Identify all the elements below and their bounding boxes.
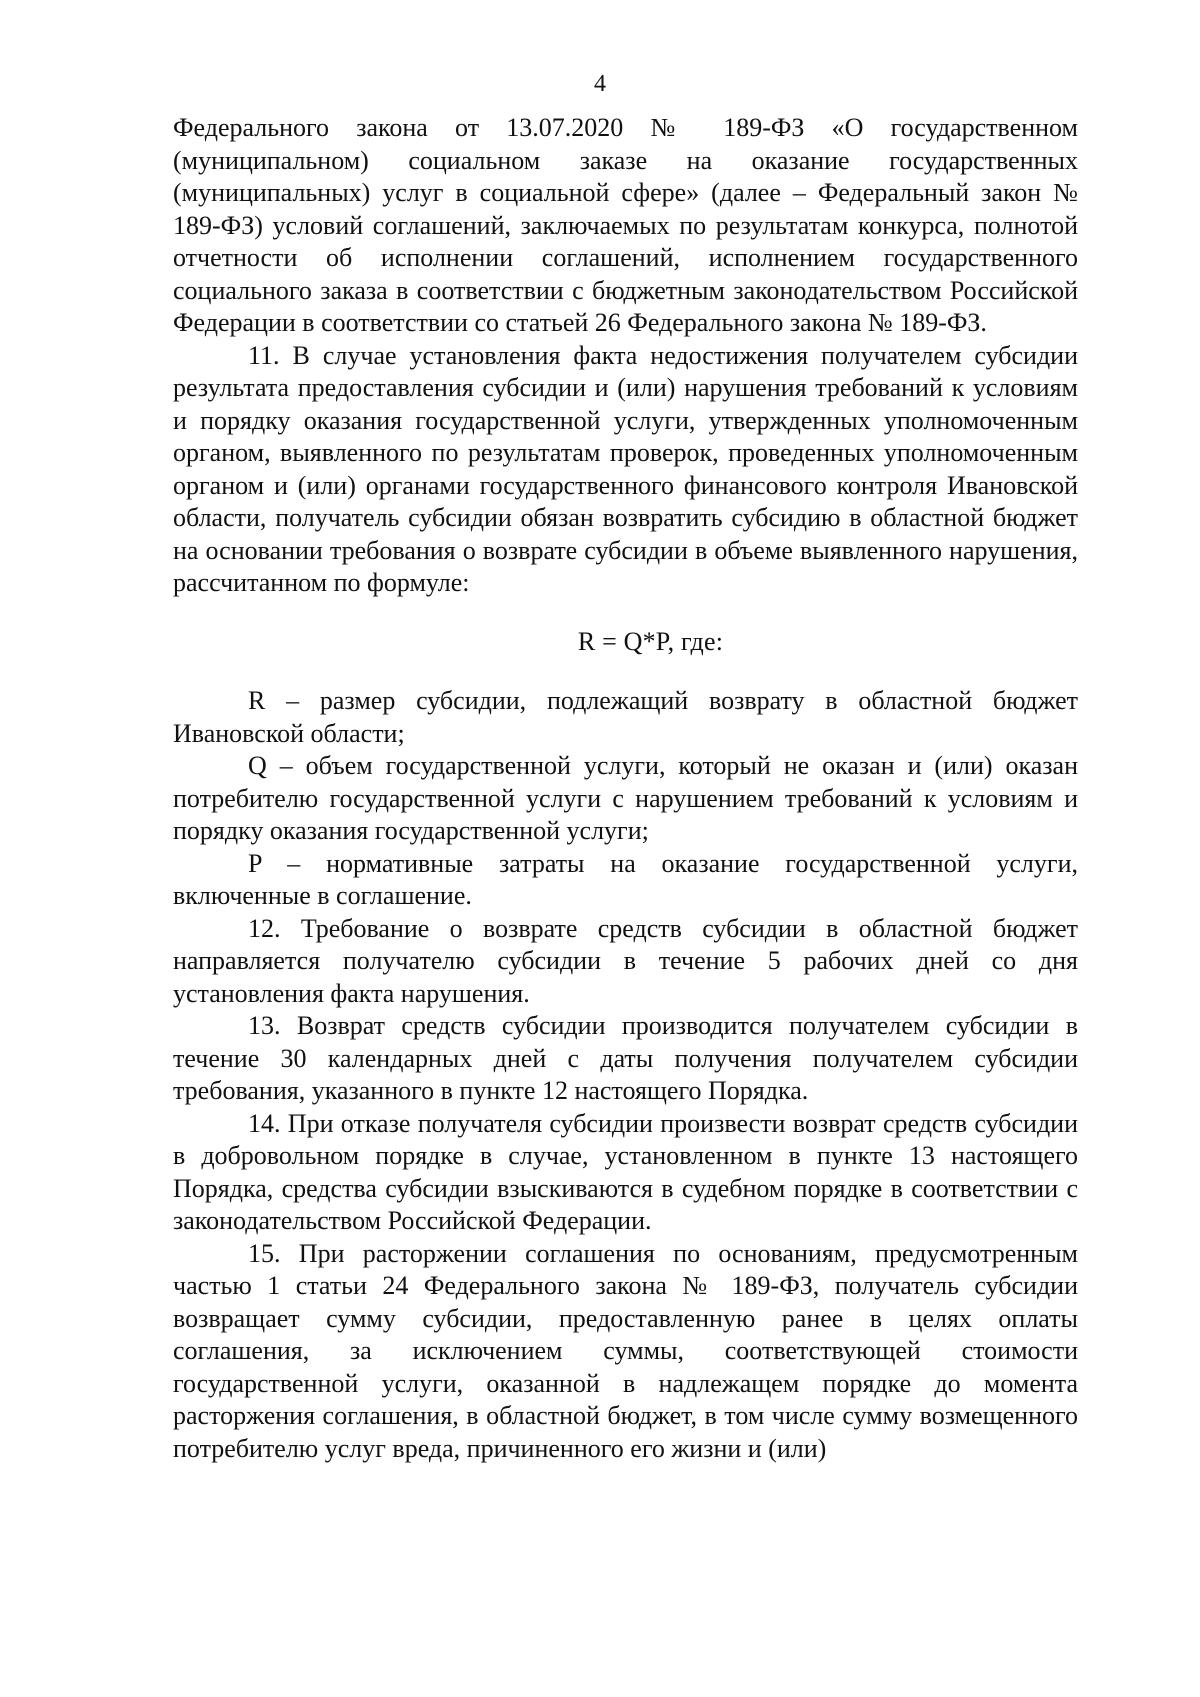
paragraph-13: 13. Возврат средств субсидии производится получателем субсидии в течение 30 календарных дней с даты получения получателем субсидии требования, указанного в пункте 12 настоящего Порядка. (173, 1011, 1078, 1105)
definition-q: Q – объем государственной услуги, который не оказан и (или) оказан потребителю государственной услуги с нарушением требований к условиям и порядку оказания государственной услуги; (173, 751, 1078, 845)
formula: R = Q*P, где: (577, 626, 724, 656)
paragraph-12: 12. Требование о возврате средств субсидии в областной бюджет направляется получателю субсидии в течение 5 рабочих дней со дня установления факта нарушения. (173, 913, 1078, 1008)
definition-r: R – размер субсидии, подлежащий возврату в областной бюджет Ивановской области; (173, 686, 1078, 748)
definition-p: P – нормативные затраты на оказание государственной услуги, включенные в соглашение. (173, 848, 1078, 910)
document-body (173, 112, 1078, 1465)
paragraph-continuation: Федерального закона от 13.07.2020 № 189-ФЗ «О государственном (муниципальном) социальном заказе на оказание государственных (муниципальных) услуг в социальной сфере» (далее – Федеральный закон № 189-ФЗ) условий соглашений, заключаемых по результатам конкурса, полнотой отчетности об исполнении соглашений, исполнением государственного социального заказа в соответствии с бюджетным законодательством Российской Федерации в соответствии со статьей 26 Федерального закона № 189-ФЗ. (173, 113, 1078, 337)
paragraph-14: 14. При отказе получателя субсидии произвести возврат средств субсидии в добровольном порядке в случае, установленном в пункте 13 настоящего Порядка, средства субсидии взыскиваются в судебном порядке в соответствии с законодательством Российской Федерации. (173, 1108, 1078, 1235)
page-number: 4 (594, 71, 606, 97)
paragraph-11: 11. В случае установления факта недостижения получателем субсидии результата предоставления субсидии и (или) нарушения требований к условиям и порядку оказания государственной услуги, утвержденных уполномоченным органом, выявленного по результатам проверок, проведенных уполномоченным органом и (или) органами государственного финансового контроля Ивановской области, получатель субсидии обязан возвратить субсидию в областной бюджет на основании требования о возврате субсидии в объеме выявленного нарушения, рассчитанном по формуле: (173, 340, 1078, 597)
paragraph-15: 15. При расторжении соглашения по основаниям, предусмотренным частью 1 статьи 24 Федерального закона № 189-ФЗ, получатель субсидии возвращает сумму субсидии, предоставленную ранее в целях оплаты соглашения, за исключением суммы, соответствующей стоимости государственной услуги, оказанной в надлежащем порядке до момента расторжения соглашения, в областной бюджет, в том числе сумму возмещенного потребителю услуг вреда, причиненного его жизни и (или) (173, 1238, 1078, 1463)
